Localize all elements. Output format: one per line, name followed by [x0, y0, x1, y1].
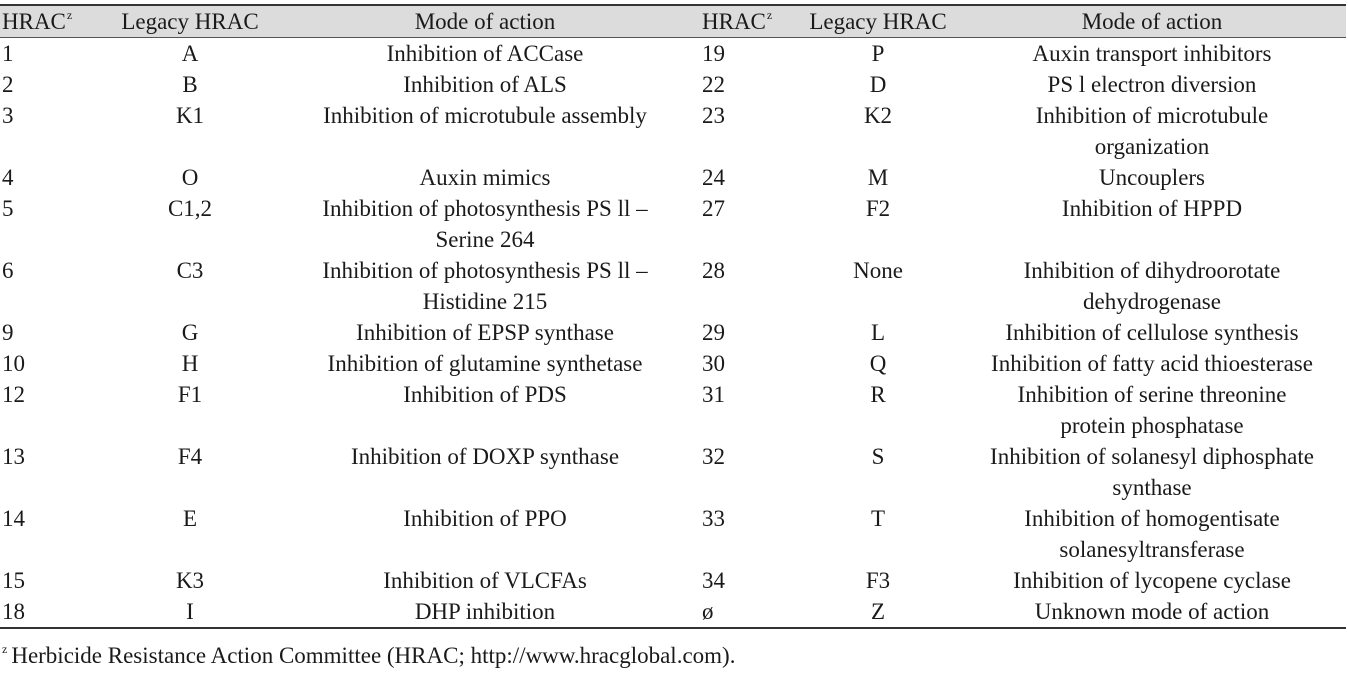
cell-mode-of-action: [270, 441, 700, 503]
cell-line: Auxin mimics: [419, 165, 551, 190]
cell-line: Inhibition of microtubule assembly: [323, 103, 647, 128]
cell-line: Inhibition of photosynthesis PS ll –: [322, 258, 648, 283]
header-hrac: HRAC$^z$: [0, 5, 110, 38]
cell-line: dehydrogenase: [1083, 289, 1221, 314]
cell-hrac: [700, 503, 798, 565]
cell-legacy-hrac: [110, 100, 270, 162]
cell-hrac: [0, 69, 110, 100]
cell-line: K3: [175, 568, 205, 593]
cell-mode-of-action: [958, 193, 1346, 255]
cell-line: Q: [869, 351, 887, 376]
cell-line: 5: [2, 196, 14, 221]
cell-hrac: [0, 379, 110, 441]
cell-line: Inhibition of photosynthesis PS ll –: [322, 196, 648, 221]
cell-line: F3: [865, 568, 891, 593]
cell-line: Inhibition of serine threonine: [1017, 382, 1287, 407]
cell-line: Inhibition of lycopene cyclase: [1013, 568, 1291, 593]
table-row: [0, 69, 1346, 100]
cell-line: D: [869, 72, 887, 97]
cell-mode-of-action: [270, 38, 700, 70]
cell-line: DHP inhibition: [414, 599, 556, 624]
cell-line: Auxin transport inhibitors: [1032, 41, 1272, 66]
cell-line: solanesyltransferase: [1059, 537, 1245, 562]
cell-line: 12: [2, 382, 25, 407]
table-row: [0, 38, 1346, 70]
cell-line: 22: [702, 72, 725, 97]
table-row: [0, 100, 1346, 162]
cell-legacy-hrac: [798, 441, 958, 503]
cell-line: T: [870, 506, 886, 531]
cell-hrac: [700, 162, 798, 193]
cell-legacy-hrac: [798, 69, 958, 100]
cell-line: O: [181, 165, 199, 190]
table-row: [0, 255, 1346, 317]
table-row: [0, 379, 1346, 441]
cell-line: F1: [177, 382, 203, 407]
cell-line: protein phosphatase: [1060, 413, 1244, 438]
cell-mode-of-action: [958, 596, 1346, 628]
cell-line: Inhibition of ALS: [403, 72, 567, 97]
cell-line: P: [871, 41, 885, 66]
cell-line: 32: [702, 444, 725, 469]
cell-mode-of-action: [270, 69, 700, 100]
cell-legacy-hrac: [110, 69, 270, 100]
cell-hrac: [0, 193, 110, 255]
cell-line: Serine 264: [435, 227, 535, 252]
cell-mode-of-action: [958, 441, 1346, 503]
cell-line: Inhibition of fatty acid thioesterase: [991, 351, 1313, 376]
cell-line: 4: [2, 165, 14, 190]
header-hrac: HRAC$^z$: [700, 5, 798, 38]
cell-line: 2: [2, 72, 14, 97]
cell-line: Inhibition of DOXP synthase: [350, 444, 620, 469]
cell-line: Inhibition of HPPD: [1061, 196, 1243, 221]
cell-hrac: [0, 441, 110, 503]
table-row: [0, 193, 1346, 255]
cell-legacy-hrac: [798, 348, 958, 379]
cell-line: Inhibition of EPSP synthase: [356, 320, 614, 345]
cell-line: 6: [2, 258, 14, 283]
cell-legacy-hrac: [110, 565, 270, 596]
header-legacy-hrac: Legacy HRAC: [798, 5, 958, 38]
table-footnote: [2, 640, 735, 671]
cell-line: 13: [2, 444, 25, 469]
cell-mode-of-action: [958, 162, 1346, 193]
cell-line: 27: [702, 196, 725, 221]
cell-line: E: [182, 506, 198, 531]
cell-mode-of-action: [958, 38, 1346, 70]
cell-line: Inhibition of cellulose synthesis: [1005, 320, 1299, 345]
cell-line: Histidine 215: [422, 289, 548, 314]
cell-line: 19: [702, 41, 725, 66]
cell-mode-of-action: [958, 69, 1346, 100]
cell-legacy-hrac: [798, 162, 958, 193]
cell-line: 10: [2, 351, 25, 376]
cell-line: 34: [702, 568, 725, 593]
cell-hrac: [0, 100, 110, 162]
cell-legacy-hrac: [798, 255, 958, 317]
cell-mode-of-action: [270, 193, 700, 255]
table-row: [0, 441, 1346, 503]
table-row: [0, 317, 1346, 348]
cell-legacy-hrac: [798, 379, 958, 441]
cell-hrac: [0, 317, 110, 348]
cell-line: organization: [1094, 134, 1210, 159]
cell-legacy-hrac: [110, 379, 270, 441]
cell-line: G: [181, 320, 199, 345]
table-row: [0, 162, 1346, 193]
cell-hrac: [700, 348, 798, 379]
cell-line: None: [853, 258, 903, 283]
cell-line: Unknown mode of action: [1034, 599, 1270, 624]
cell-legacy-hrac: [110, 193, 270, 255]
cell-legacy-hrac: [110, 162, 270, 193]
cell-line: K2: [863, 103, 893, 128]
table-row: [0, 348, 1346, 379]
cell-line: 14: [2, 506, 25, 531]
cell-line: Inhibition of solanesyl diphosphate: [990, 444, 1314, 469]
header-row: [0, 5, 1346, 38]
cell-hrac: [0, 162, 110, 193]
cell-line: F4: [177, 444, 203, 469]
cell-hrac: [0, 348, 110, 379]
cell-line: 33: [702, 506, 725, 531]
table-row: [0, 596, 1346, 628]
cell-line: 28: [702, 258, 725, 283]
footnote-marker: z: [766, 8, 773, 22]
cell-line: ø: [702, 599, 714, 624]
cell-mode-of-action: [958, 100, 1346, 162]
cell-line: H: [181, 351, 199, 376]
cell-mode-of-action: [958, 379, 1346, 441]
cell-line: S: [871, 444, 885, 469]
cell-line: Uncouplers: [1098, 165, 1206, 190]
cell-mode-of-action: [958, 503, 1346, 565]
cell-hrac: [0, 38, 110, 70]
cell-line: 15: [2, 568, 25, 593]
footnote-text: Herbicide Resistance Action Committee (HRAC; http://www.hracglobal.com).: [11, 643, 736, 668]
cell-line: C3: [176, 258, 204, 283]
cell-mode-of-action: [958, 348, 1346, 379]
cell-line: L: [870, 320, 886, 345]
cell-line: Inhibition of PPO: [403, 506, 567, 531]
cell-mode-of-action: [270, 100, 700, 162]
cell-line: Inhibition of PDS: [403, 382, 567, 407]
cell-mode-of-action: [270, 503, 700, 565]
cell-mode-of-action: [270, 317, 700, 348]
cell-legacy-hrac: [110, 317, 270, 348]
cell-mode-of-action: [958, 565, 1346, 596]
cell-mode-of-action: [270, 596, 700, 628]
cell-legacy-hrac: [110, 348, 270, 379]
cell-line: 18: [2, 599, 25, 624]
cell-mode-of-action: [958, 255, 1346, 317]
cell-legacy-hrac: [110, 38, 270, 70]
cell-hrac: [700, 193, 798, 255]
cell-legacy-hrac: [798, 596, 958, 628]
cell-line: 23: [702, 103, 725, 128]
cell-hrac: [700, 317, 798, 348]
table-body: [0, 38, 1346, 629]
cell-hrac: [700, 379, 798, 441]
cell-legacy-hrac: [110, 441, 270, 503]
cell-hrac: [700, 69, 798, 100]
cell-line: 9: [2, 320, 14, 345]
cell-mode-of-action: [270, 348, 700, 379]
cell-legacy-hrac: [798, 38, 958, 70]
cell-line: I: [186, 599, 194, 624]
cell-hrac: [700, 441, 798, 503]
cell-legacy-hrac: [798, 100, 958, 162]
cell-line: B: [182, 72, 198, 97]
cell-line: 3: [2, 103, 14, 128]
cell-hrac: [0, 503, 110, 565]
cell-line: Inhibition of VLCFAs: [383, 568, 587, 593]
cell-line: 24: [702, 165, 725, 190]
cell-hrac: [700, 596, 798, 628]
cell-legacy-hrac: [110, 596, 270, 628]
cell-line: 29: [702, 320, 725, 345]
footnote-marker: z: [66, 8, 73, 22]
cell-line: K1: [175, 103, 205, 128]
cell-legacy-hrac: [110, 255, 270, 317]
cell-line: M: [867, 165, 889, 190]
cell-legacy-hrac: [798, 503, 958, 565]
cell-legacy-hrac: [798, 565, 958, 596]
cell-line: Z: [870, 599, 886, 624]
cell-line: 1: [2, 41, 14, 66]
cell-mode-of-action: [270, 255, 700, 317]
cell-mode-of-action: [958, 317, 1346, 348]
table-row: [0, 503, 1346, 565]
cell-hrac: [700, 255, 798, 317]
cell-line: C1,2: [167, 196, 213, 221]
cell-hrac: [700, 100, 798, 162]
cell-legacy-hrac: [798, 193, 958, 255]
cell-line: Inhibition of dihydroorotate: [1023, 258, 1281, 283]
cell-line: R: [870, 382, 886, 407]
header-legacy-hrac: Legacy HRAC: [110, 5, 270, 38]
cell-line: PS l electron diversion: [1047, 72, 1257, 97]
cell-line: Inhibition of homogentisate: [1024, 506, 1280, 531]
table-header: [0, 5, 1346, 38]
hrac-table: [0, 4, 1346, 629]
cell-line: Inhibition of glutamine synthetase: [327, 351, 643, 376]
cell-mode-of-action: [270, 162, 700, 193]
cell-hrac: [700, 38, 798, 70]
header-mode-of-action: Mode of action: [958, 5, 1346, 38]
cell-line: F2: [865, 196, 891, 221]
cell-line: 31: [702, 382, 725, 407]
cell-mode-of-action: [270, 565, 700, 596]
cell-hrac: [700, 565, 798, 596]
cell-line: A: [181, 41, 199, 66]
cell-line: 30: [702, 351, 725, 376]
cell-line: Inhibition of microtubule: [1035, 103, 1269, 128]
cell-legacy-hrac: [798, 317, 958, 348]
cell-mode-of-action: [270, 379, 700, 441]
cell-line: Inhibition of ACCase: [386, 41, 584, 66]
cell-legacy-hrac: [110, 503, 270, 565]
cell-hrac: [0, 255, 110, 317]
footnote-marker: z: [2, 642, 8, 656]
cell-hrac: [0, 565, 110, 596]
table-row: [0, 565, 1346, 596]
header-mode-of-action: Mode of action: [270, 5, 700, 38]
cell-line: synthase: [1112, 475, 1192, 500]
cell-hrac: [0, 596, 110, 628]
